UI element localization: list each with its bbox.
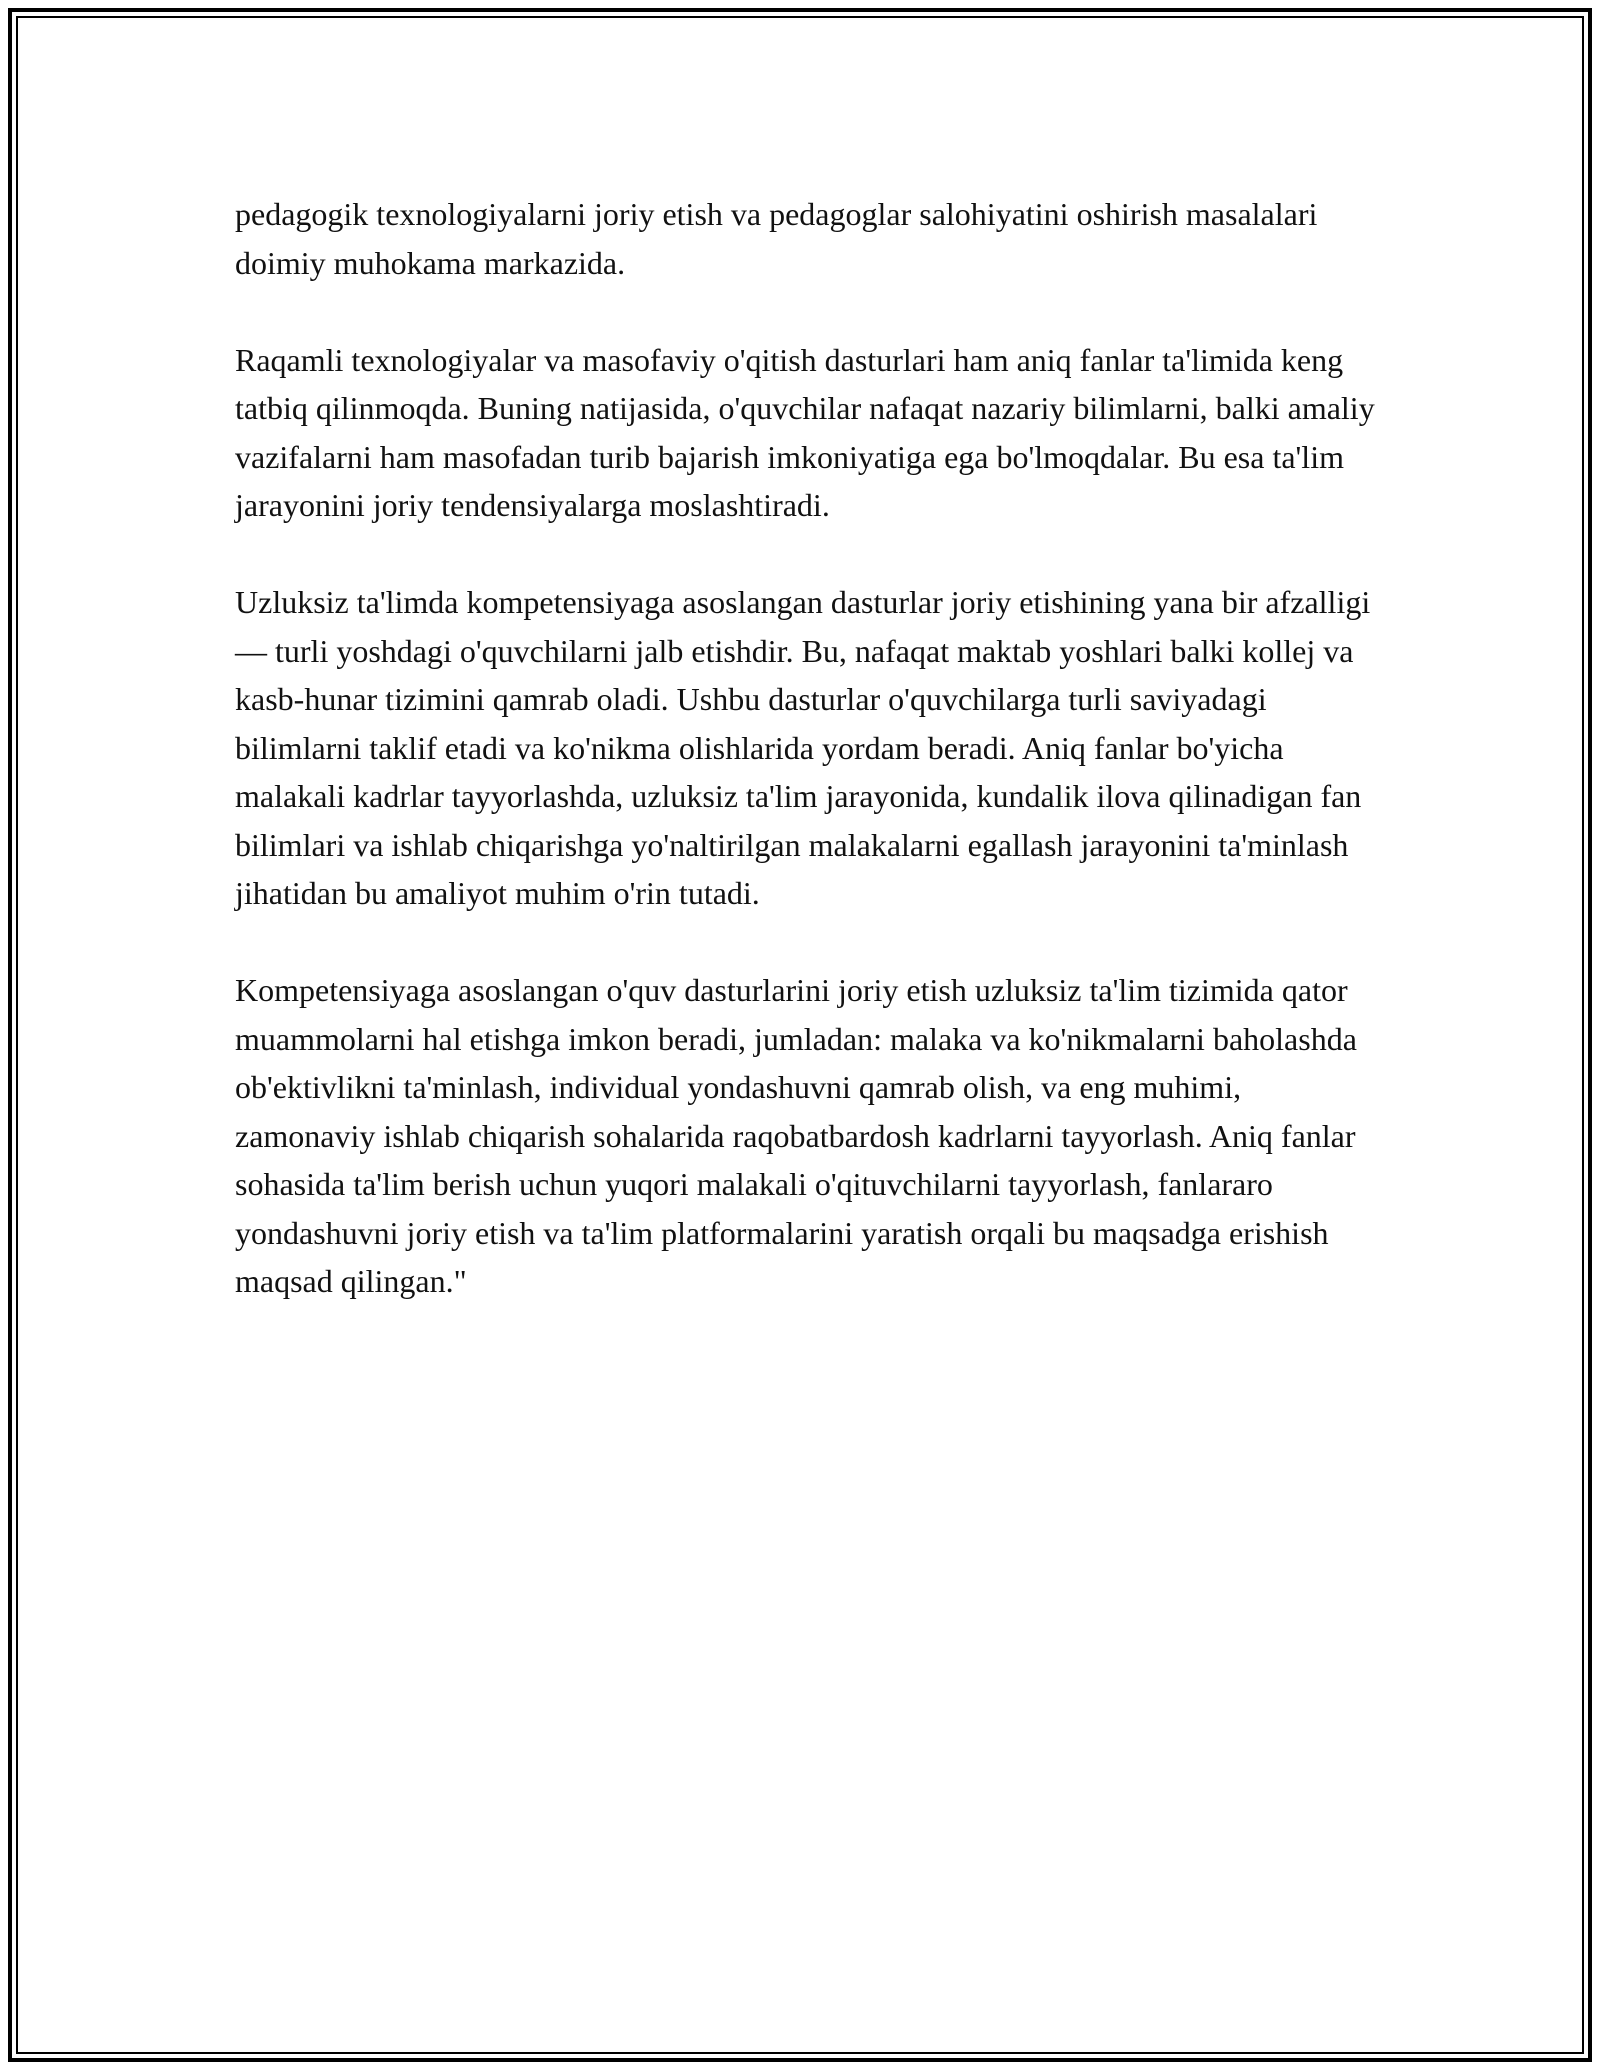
paragraph-2: Raqamli texnologiyalar va masofaviy o'qitish dasturlari ham aniq fanlar ta'limida keng tatbiq qilinmoqda. Buning natijasida, o'quvchilar nafaqat nazariy bilimlarni, balki amaliy vazifalarni ham masofadan turib bajarish imkoniyatiga ega bo'lmoqdalar. Bu esa ta'lim jarayonini joriy tendensiyalarga moslashtiradi. [235,341,1375,523]
paragraph-4: Kompetensiyaga asoslangan o'quv dasturlarini joriy etish uzluksiz ta'lim tizimida qator muammolarni hal etishga imkon beradi, jumladan: malaka va ko'nikmalarni baholashda ob'ektivlikni ta'minlash, individual yondashuvni qamrab olish, va eng muhimi, zamonaviy ishlab chiqarish sohalarida raqobatbardosh kadrlarni tayyorlash. Aniq fanlar sohasida ta'lim berish uchun yuqori malakali o'qituvchilarni tayyorlash, fanlararo yondashuvni joriy etish va ta'lim platformalarini yaratish orqali bu maqsadga erishish maqsad qilingan." [235,972,1357,1299]
document-body [235,190,1385,1354]
paragraph-3: Uzluksiz ta'limda kompetensiyaga asoslangan dasturlar joriy etishining yana bir afzalligi — turli yoshdagi o'quvchilarni jalb etishdir. Bu, nafaqat maktab yoshlari balki kollej va kasb-hunar tizimini qamrab oladi. Ushbu dasturlar o'quvchilarga turli saviyadagi bilimlarni taklif etadi va ko'nikma olishlarida yordam beradi. Aniq fanlar bo'yicha malakali kadrlar tayyorlashda, uzluksiz ta'lim jarayonida, kundalik ilova qilinadigan fan bilimlari va ishlab chiqarishga yo'naltirilgan malakalarni egallash jarayonini ta'minlash jihatidan bu amaliyot muhim o'rin tutadi. [235,584,1371,911]
paragraph-1: pedagogik texnologiyalarni joriy etish va pedagoglar salohiyatini oshirish masalalari doimiy muhokama markazida. [235,196,1318,281]
